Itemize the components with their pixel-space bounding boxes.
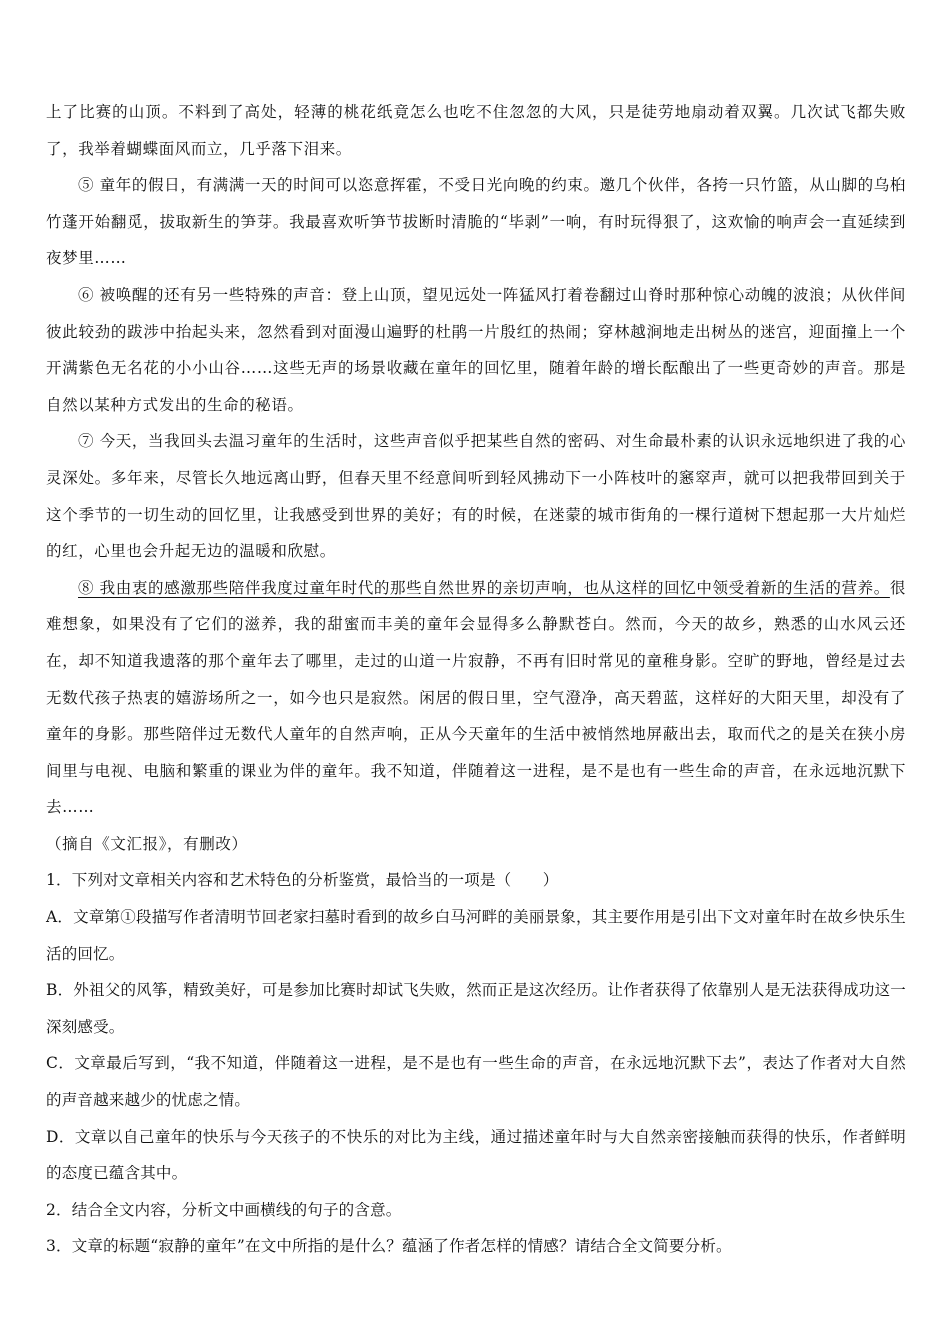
- paragraph-6: ⑥ 被唤醒的还有另一些特殊的声音：登上山顶，望见远处一阵猛风打着卷翻过山脊时那种惊心动魄的波浪；从伙伴间彼此较劲的跋涉中抬起头来，忽然看到对面漫山遍野的杜鹃一片殷红的热闹；穿林越涧地走出树丛的迷宫，迎面撞上一个开满紫色无名花的小小山谷……这些无声的场景收藏在童年的回忆里，随着年龄的增长酝酿出了一些更奇妙的声音。那是自然以某种方式发出的生命的秘语。: [46, 285, 906, 414]
- question-1-option-d: D．文章以自己童年的快乐与今天孩子的不快乐的对比为主线，通过描述童年时与大自然亲密接触而获得的快乐，作者鲜明的态度已蕴含其中。: [46, 1127, 906, 1183]
- underlined-sentence: ⑧ 我由衷的感激那些陪伴我度过童年时代的那些自然世界的亲切声响，也从这样的回忆中领受着新的生活的营养。: [78, 578, 890, 597]
- question-2: 2．结合全文内容，分析文中画横线的句子的含意。: [46, 1200, 402, 1219]
- document-page: [46, 94, 906, 1265]
- question-1-option-b: B．外祖父的风筝，精致美好，可是参加比赛时却试飞失败，然而正是这次经历。让作者获得了依靠别人是无法获得成功这一深刻感受。: [46, 981, 906, 1036]
- paragraph-8-rest: 很难想象，如果没有了它们的滋养，我的甜蜜而丰美的童年会显得多么静默苍白。然而，今天的故乡，熟悉的山水风云还在，却不知道我遗落的那个童年去了哪里，走过的山道一片寂静，不再有旧时常见的童稚身影。空旷的野地，曾经是过去无数代孩子热衷的嬉游场所之一，如今也只是寂然。闲居的假日里，空气澄净，高天碧蓝，这样好的大阳天里，却没有了童年的身影。那些陪伴过无数代人童年的自然声响，正从今天童年的生活中被悄然地屏蔽出去，取而代之的是关在狭小房间里与电视、电脑和繁重的课业为伴的童年。我不知道，伴随着这一进程，是不是也有一些生命的声音，在永远地沉默下去……: [46, 578, 906, 817]
- paragraph-8: [46, 570, 906, 826]
- paragraph-5: ⑤ 童年的假日，有满满一天的时间可以恣意挥霍，不受日光向晚的约束。邀几个伙伴，各挎一只竹篮，从山脚的乌桕竹蓬开始翻觅，拔取新生的笋芽。我最喜欢听笋节拔断时清脆的“毕剥”一响，有时玩得狠了，这欢愉的响声会一直延续到夜梦里……: [46, 176, 906, 268]
- paragraph-4-tail: 上了比赛的山顶。不料到了高处，轻薄的桃花纸竟怎么也吃不住忽忽的大风，只是徒劳地扇动着双翼。几次试飞都失败了，我举着蝴蝶面风而立，几乎落下泪来。: [46, 103, 906, 158]
- question-1-option-c: C．文章最后写到，“我不知道，伴随着这一进程，是不是也有一些生命的声音，在永远地沉默下去”，表达了作者对大自然的声音越来越少的忧虑之情。: [46, 1054, 906, 1110]
- source-note: （摘自《文汇报》，有删改）: [46, 834, 248, 853]
- question-3: 3．文章的标题“寂静的童年”在文中所指的是什么？蕴涵了作者怎样的情感？请结合全文简要分析。: [46, 1237, 732, 1256]
- question-1: 1．下列对文章相关内容和艺术特色的分析鉴赏，最恰当的一项是（ ）: [46, 871, 559, 890]
- paragraph-7: ⑦ 今天，当我回头去温习童年的生活时，这些声音似乎把某些自然的密码、对生命最朴素的认识永远地织进了我的心灵深处。多年来，尽管长久地远离山野，但春天里不经意间听到轻风拂动下一小阵枝叶的窸窣声，就可以把我带回到关于这个季节的一切生动的回忆里，让我感受到世界的美好；有的时候，在迷蒙的城市街角的一棵行道树下想起那一大片灿烂的红，心里也会升起无边的温暖和欣慰。: [46, 432, 906, 561]
- question-1-option-a: A．文章第①段描写作者清明节回老家扫墓时看到的故乡白马河畔的美丽景象，其主要作用是引出下文对童年时在故乡快乐生活的回忆。: [46, 908, 906, 963]
